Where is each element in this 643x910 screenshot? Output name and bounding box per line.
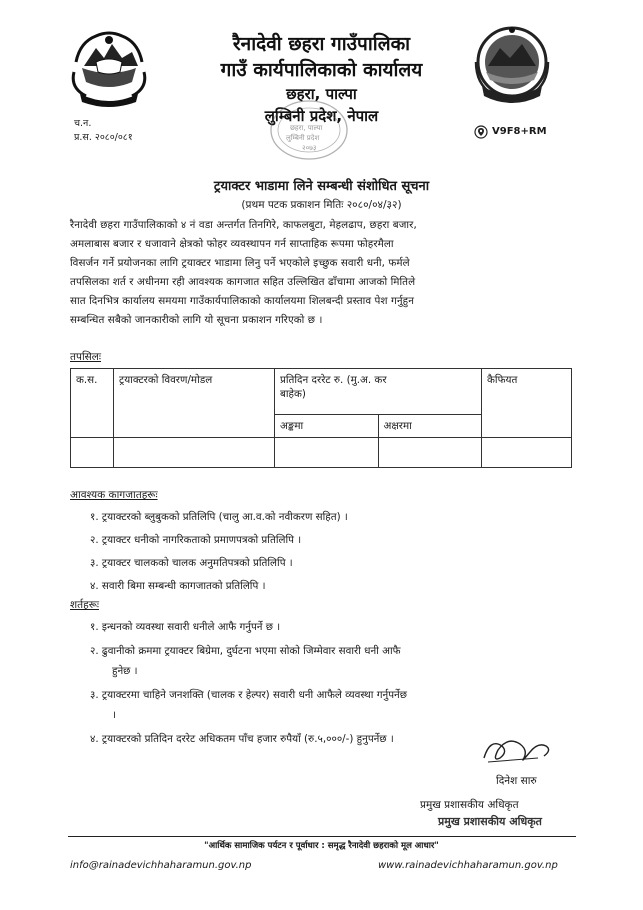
footer-website: www.rainadevichhaharamun.gov.np	[378, 860, 558, 871]
table-cell	[71, 438, 114, 468]
signatory-title-stamp: प्रमुख प्रशासकीय अधिकृत	[438, 815, 542, 828]
signatory-title-typed: प्रमुख प्रशासकीय अधिकृत	[420, 799, 519, 811]
office-address-line4: लुम्बिनी प्रदेश, नेपाल	[264, 107, 379, 125]
stamp-text-2: लुम्बिनी प्रदेश	[286, 134, 320, 142]
condition-2a: २. ढुवानीको क्रममा ट्रयाक्टर बिग्रेमा, दुर्घटना भएमा सोको जिम्मेवार सवारी धनी आफै	[90, 645, 401, 657]
col-rate	[275, 369, 482, 415]
condition-2b: हुनेछ ।	[112, 665, 138, 677]
plus-code: V9F8+RM	[492, 126, 547, 137]
col-words: अक्षरमा	[378, 415, 482, 438]
reference-ps: प्र.स. २०८०/०८१	[74, 132, 133, 143]
stamp-text-1: छहरा, पाल्पा	[290, 124, 323, 132]
tapasil-table	[70, 368, 572, 468]
body-line: अमलाबास बजार र धजावाने क्षेत्रको फोहर व्यवस्थापन गर्न साप्ताहिक रूपमा फोहरमैला	[70, 238, 394, 250]
body-line: रैनादेवी छहरा गाउँपालिकाको ४ नं वडा अन्तर्गत तिनगिरे, काफलबुटा, मेहलढाप, छहरा बजार,	[70, 219, 417, 231]
condition-1: १. इन्धनको व्यवस्था सवारी धनीले आफै गर्नुपर्ने छ ।	[90, 621, 281, 633]
body-line: तपसिलका शर्त र अधीनमा रही आवश्यक कागजात सहित उल्लिखित ढाँचामा आजको मितिले	[70, 276, 416, 288]
documents-list	[90, 508, 570, 596]
footer-slogan: "आर्थिक सामाजिक पर्यटन र पूर्वाधार : समृद्ध रैनादेवी छहराको मूल आधार"	[204, 841, 439, 851]
documents-heading: आवश्यक कागजातहरूः	[70, 489, 158, 501]
conditions-heading: शर्तहरूः	[70, 599, 99, 611]
list-item: २. ट्रयाक्टर धनीको नागरिकताको प्रमाणपत्रको प्रतिलिपि ।	[90, 534, 302, 546]
footer-email: info@rainadevichhaharamun.gov.np	[70, 860, 252, 871]
condition-4: ४. ट्रयाक्टरको प्रतिदिन दररेट अधिकतम पाँच हजार रुपैयाँ (रु.५,०००/-) हुनुपर्नेछ ।	[90, 733, 394, 745]
table-cell	[482, 438, 572, 468]
list-item: १. ट्रयाक्टरको ब्लुबुकको प्रतिलिपि (चालु आ.व.को नवीकरण सहित) ।	[90, 511, 348, 523]
handwritten-signature	[478, 728, 558, 768]
list-item: ४. सवारी बिमा सम्बन्धी कागजातको प्रतिलिपि ।	[90, 580, 266, 592]
condition-3a: ३. ट्रयाक्टरमा चाहिने जनशक्ति (चालक र हेल्पर) सवारी धनी आफैले व्यवस्था गर्नुपर्नेछ	[90, 689, 407, 701]
table-cell	[275, 438, 379, 468]
map-pin-icon	[474, 125, 488, 139]
notice-subtitle: (प्रथम पटक प्रकाशन मितिः २०८०/०४/३२)	[241, 199, 402, 211]
col-figures: अङ्कमा	[275, 415, 379, 438]
footer-divider	[68, 836, 576, 837]
municipality-logo	[470, 22, 554, 106]
condition-3b: ।	[112, 709, 116, 721]
col-rate-line1: प्रतिदिन दररेट रु. (मु.अ. कर	[280, 374, 387, 386]
office-name-line1: रैनादेवी छहरा गाउँपालिका	[232, 33, 411, 55]
col-rate-line2: बाहेक)	[280, 388, 306, 400]
table-cell	[114, 438, 275, 468]
col-sn: क.स.	[71, 369, 114, 438]
body-line: सात दिनभित्र कार्यालय समयमा गाउँकार्यपालिकाको कार्यालयमा शिलबन्दी प्रस्ताव पेश गर्नुहुन	[70, 295, 415, 307]
body-line: विसर्जन गर्ने प्रयोजनका लागि ट्रयाक्टर भाडामा लिनु पर्ने भएकोले इच्छुक सवारी धनी, फर्मले	[70, 257, 410, 269]
office-name-line2: गाउँ कार्यपालिकाको कार्यालय	[220, 59, 423, 81]
col-remarks: कैफियत	[482, 369, 572, 438]
notice-body	[70, 216, 580, 330]
tapasil-heading: तपसिलः	[70, 351, 102, 363]
reference-cha: च.न.	[74, 118, 92, 129]
body-line: सम्बन्धित सबैको जानकारीको लागि यो सूचना प्रकाशन गरिएको छ ।	[70, 314, 323, 326]
list-item: ३. ट्रयाक्टर चालकको चालक अनुमतिपत्रको प्रतिलिपि ।	[90, 557, 293, 569]
stamp-text-3: २०७३	[302, 144, 317, 152]
col-description: ट्रयाक्टरको विवरण/मोडल	[114, 369, 275, 438]
table-cell	[378, 438, 482, 468]
notice-title: ट्रयाक्टर भाडामा लिने सम्बन्धी संशोधित सूचना	[213, 179, 430, 194]
office-address-line3: छहरा, पाल्पा	[286, 85, 357, 103]
signatory-name: दिनेश सारु	[496, 775, 537, 787]
